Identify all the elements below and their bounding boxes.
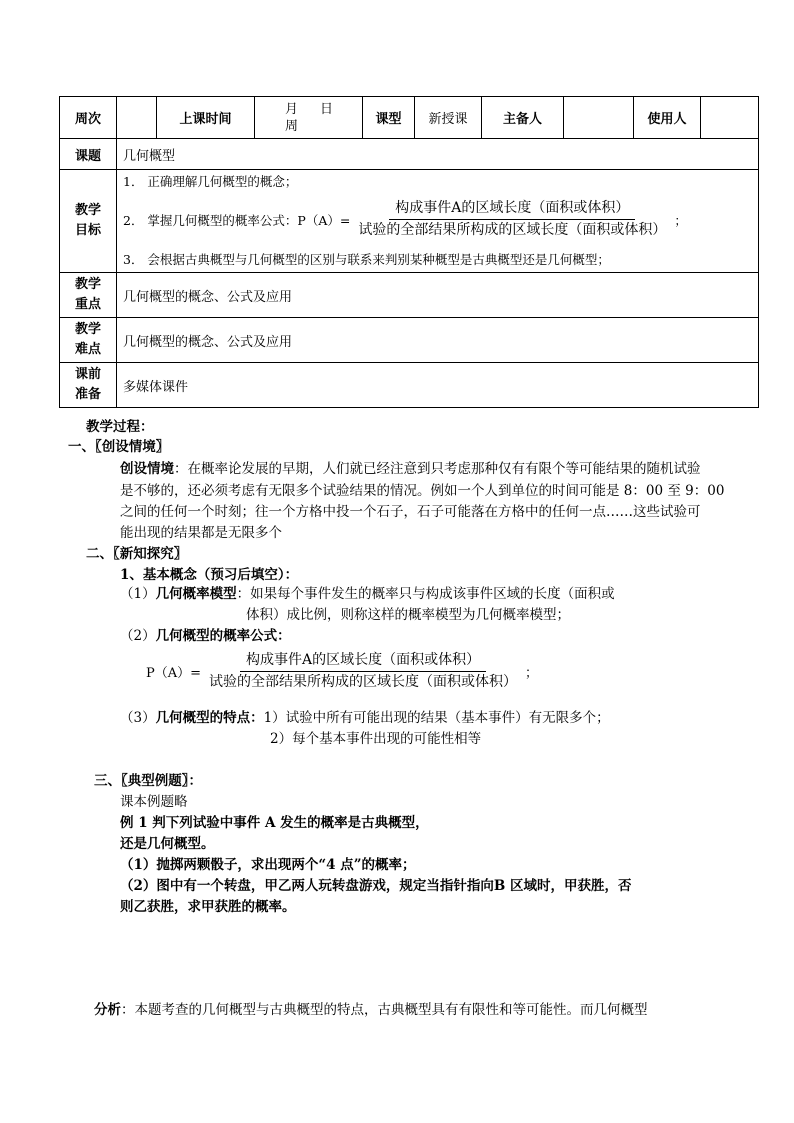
goal-item-1: 1． 正确理解几何概型的概念； (123, 173, 298, 189)
analysis-line (94, 998, 648, 1018)
point-1-term: 几何概率模型 (155, 586, 237, 602)
month-label: 月 (285, 101, 299, 117)
date-cell (255, 97, 363, 139)
point-2-line (120, 624, 291, 644)
section-2-subtitle: 1、基本概念（预习后填空）： (120, 567, 299, 583)
section-1-line-3: 之间的任何一个时刻；往一个方格中投一个石子，石子可能落在方格中的任何一点……这些试验可 (120, 504, 701, 520)
section-1-line-1-text: ：在概率论发展的早期，人们就已经注意到只考虑那种仅有有限个等可能结果的随机试验 (174, 461, 701, 477)
point-1-line-2: 体积）成比例，则称这样的概率模型为几何概率模型； (246, 607, 570, 623)
process-formula-suffix: ； (525, 666, 539, 681)
difficulties-row (60, 318, 759, 363)
difficulties-label-line1: 教学 (74, 322, 101, 337)
header-row (60, 97, 759, 139)
key-points-row (60, 273, 759, 318)
goal-formula-fraction (352, 199, 672, 240)
topic-row (60, 139, 759, 170)
preparation-row (60, 363, 759, 408)
preparer-value (564, 97, 634, 139)
point-1-number: （1） (120, 586, 156, 602)
key-points-label-line1: 教学 (74, 277, 101, 292)
difficulties-label-line2: 难点 (74, 342, 101, 357)
point-1-text-1: ：如果每个事件发生的概率只与构成该事件区域的长度（面积或 (236, 586, 615, 602)
type-label: 课型 (363, 97, 415, 139)
goal-item-2-prefix: 2． 掌握几何概型的概率公式：P（A）= (123, 212, 351, 228)
goal-item-3: 3． 会根据古典概型与几何概型的区别与联系来判别某种概型是古典概型还是几何概型； (123, 251, 610, 267)
example-1-question-2-line-2: 则乙获胜，求甲获胜的概率。 (120, 899, 296, 915)
key-points-label-line2: 重点 (74, 297, 101, 312)
lesson-plan-table (59, 96, 759, 408)
difficulties-label (60, 318, 117, 363)
point-3-line-1 (120, 706, 610, 726)
difficulties-value: 几何概型的概念、公式及应用 (117, 318, 759, 363)
weekday-label: 周 (285, 118, 299, 134)
class-time-label: 上课时间 (157, 97, 255, 139)
example-1-question-1: （1）抛掷两颗骰子，求出现两个“4 点”的概率； (120, 857, 416, 873)
topic-value: 几何概型 (117, 139, 759, 170)
point-3-number: （3） (120, 710, 156, 726)
week-value (117, 97, 157, 139)
preparation-label (60, 363, 117, 408)
analysis-text: ：本题考查的几何概型与古典概型的特点，古典概型具有有限性和等可能性。而几何概型 (121, 1002, 648, 1018)
section-1-term: 创设情境 (120, 461, 174, 477)
day-label: 日 (320, 101, 334, 117)
point-1-line-1 (120, 582, 615, 602)
process-formula-prefix: P（A）= (146, 666, 202, 681)
section-3-note: 课本例题略 (120, 794, 188, 810)
week-label: 周次 (60, 97, 117, 139)
goal-formula-denominator: 试验的全部结果所构成的区域长度（面积或体积） (358, 222, 667, 238)
preparation-value: 多媒体课件 (117, 363, 759, 408)
example-1-line-1: 例 1 判下列试验中事件 A 发生的概率是古典概型， (120, 815, 429, 831)
example-1-question-2-line-1: （2）图中有一个转盘，甲乙两人玩转盘游戏，规定当指针指向B 区域时，甲获胜，否 (120, 878, 632, 894)
section-1-title: 一、〖创设情境〗 (68, 439, 170, 455)
type-value: 新授课 (415, 97, 482, 139)
preparation-label-line1: 课前 (74, 367, 101, 382)
key-points-label (60, 273, 117, 318)
goals-content (117, 170, 759, 273)
goals-label (60, 170, 117, 273)
goals-label-line2: 目标 (74, 223, 101, 238)
process-formula (146, 651, 538, 692)
section-1-line-1 (120, 457, 701, 477)
example-1-line-2: 还是几何概型。 (120, 836, 215, 852)
preparation-label-line2: 准备 (74, 387, 101, 402)
point-2-number: （2） (120, 628, 156, 644)
section-1-line-2: 是不够的，还必须考虑有无限多个试验结果的情况。例如一个人到单位的时间可能是 8：00 至 9：00 (120, 483, 725, 499)
process-formula-numerator: 构成事件A的区域长度（面积或体积） (240, 651, 486, 672)
user-value (701, 97, 759, 139)
goal-item-2 (123, 193, 758, 247)
point-2-term: 几何概型的概率公式： (155, 628, 291, 644)
preparer-label: 主备人 (482, 97, 564, 139)
analysis-term: 分析 (94, 1002, 121, 1018)
process-formula-fraction (203, 651, 523, 692)
section-2-title: 二、〖新知探究〗 (86, 546, 188, 562)
goals-row (60, 170, 759, 273)
key-points-value: 几何概型的概念、公式及应用 (117, 273, 759, 318)
section-1-line-4: 能出现的结果都是无限多个 (120, 525, 282, 541)
point-3-line-2: 2）每个基本事件出现的可能性相等 (270, 731, 482, 747)
user-label: 使用人 (634, 97, 701, 139)
goals-label-line1: 教学 (74, 203, 101, 218)
section-3-title: 三、〖典型例题〗： (94, 773, 202, 789)
point-3-term: 几何概型的特点： (155, 710, 264, 726)
goal-formula-numerator: 构成事件A的区域长度（面积或体积） (389, 199, 635, 220)
goal-item-2-suffix: ； (674, 212, 687, 228)
point-3-text-1: 1）试验中所有可能出现的结果（基本事件）有无限多个； (263, 710, 610, 726)
process-title: 教学过程： (86, 419, 154, 435)
topic-label: 课题 (60, 139, 117, 170)
process-formula-denominator: 试验的全部结果所构成的区域长度（面积或体积） (209, 674, 518, 690)
